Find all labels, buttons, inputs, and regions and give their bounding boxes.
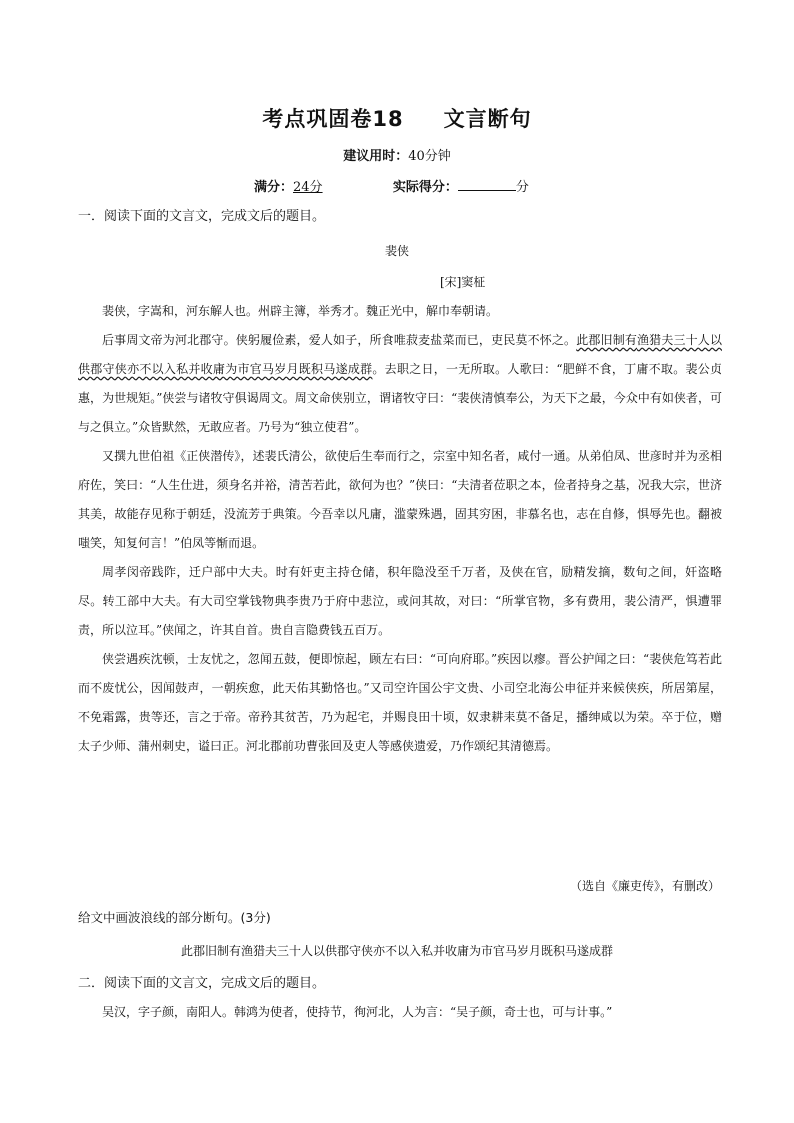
passage-2-body bbox=[78, 998, 722, 1027]
suggested-time bbox=[0, 145, 794, 164]
section-1-heading: 一．阅读下面的文言文，完成文后的题目。 bbox=[78, 209, 326, 224]
wavy-sentence: 此郡旧制有渔猎夫三十人以供郡守侠亦不以入私并收庸为市官马岁月既积马遂成群 bbox=[180, 944, 613, 958]
paragraph-1: 裴侠，字嵩和，河东解人也。州辟主簿，举秀才。魏正光中，解巾奉朝请。 bbox=[102, 304, 499, 318]
wavy-passage: 渔猎夫三十人以供郡守侠亦不以入私并收庸为市官马岁月既积马遂成群 bbox=[78, 333, 722, 376]
passage-title: 裴侠 bbox=[384, 244, 409, 258]
time-value: 40分钟 bbox=[408, 149, 451, 164]
paragraph-2-intro: 后事周文帝为河北郡守。侠躬履俭素，爱人如子，所食唯菽麦盐菜而已，吏民莫不怀之。 bbox=[102, 333, 577, 347]
full-score-value: 24分 bbox=[293, 180, 323, 195]
passage-source: （选自《廉吏传》，有删改） bbox=[569, 879, 720, 893]
paragraph-5: 侠尝遇疾沈顿，士友忧之，忽闻五鼓，便即惊起，顾左右曰：“可向府耶。”疾因以瘳。晋公护闻之曰：“裴侠危笃若此而不废忧公，因闻鼓声，一朝疾愈，此天佑其勤恪也。”又司空许国公宇文贵、小司空北海公申征并来候侠疾，所居第屋，不免霜露，贵等还，言之于帝。帝矜其贫苦，乃为起宅，并赐良田十顷，奴隶耕耒莫不备足，播绅咸以为荣。卒于位，赠太子少师、蒲州刺史，谥曰正。河北郡前功曹张回及吏人等感侠遗爱，乃作颂纪其清德焉。 bbox=[78, 652, 722, 753]
passage-author: [宋]窦柾 bbox=[440, 275, 486, 289]
paragraph-4: 周孝闵帝践阼，迁户部中大夫。时有奸吏主持仓储，积年隐没至千万者，及侠在官，励精发摘，数旬之间，奸盗略尽。转工部中大夫。有大司空掌钱物典李贵乃于府中悲泣，或问其故，对曰：“所掌官物，多有费用，裴公清严，惧遭罪责，所以泣耳。”侠闻之，许其自首。贵自言隐费钱五百万。 bbox=[78, 565, 722, 637]
full-score-label: 满分： bbox=[254, 180, 294, 195]
actual-score-unit: 分 bbox=[515, 180, 529, 195]
title-main: 考点巩固卷18 bbox=[262, 107, 404, 131]
section-2-heading: 二．阅读下面的文言文，完成文后的题目。 bbox=[78, 976, 326, 991]
passage-2-paragraph-1: 吴汉，字子颜，南阳人。韩鸿为使者，使持节，徇河北，人为言：“吴子颜，奇士也，可与计事。” bbox=[102, 1005, 613, 1019]
actual-score-blank[interactable] bbox=[458, 177, 516, 191]
actual-score-label: 实际得分： bbox=[392, 180, 458, 195]
title-topic: 文言断句 bbox=[443, 107, 532, 131]
time-label: 建议用时： bbox=[343, 149, 409, 164]
wavy-passage-head: 此郡旧制有 bbox=[576, 333, 638, 347]
paragraph-2 bbox=[78, 326, 722, 442]
page-title bbox=[0, 103, 794, 133]
score-row bbox=[254, 176, 529, 195]
paragraph-3: 又撰九世伯祖《正侠潜传》，述裴氏清公，欲使后生奉而行之，宗室中知名者，咸付一通。从弟伯凤、世彦时并为丞相府佐，笑曰：“人生仕进，须身名并裕，清苦若此，欲何为也？”侠曰：“夫清者莅职之本，俭者持身之基，况我大宗，世济其美，故能存见称于朝廷，没流芳于典策。今吾幸以凡庸，滥蒙殊遇，固其穷困，非慕名也，志在自修，惧辱先也。翻被嗤笑，知复何言！”伯凤等惭而退。 bbox=[78, 449, 722, 550]
question-1: 给文中画波浪线的部分断句。(3分) bbox=[78, 910, 271, 925]
passage-body bbox=[78, 297, 722, 761]
paragraph-2-rest: 。去职之日，一无所取。人歌曰：“肥鲜不食，丁庸不取。裴公贞惠，为世规矩。”侠尝与诸牧守俱谒周文。周文命侠别立，谓诸牧守曰：“裴侠清慎奉公，为天下之最，今众中有如侠者，可与之俱立。”众皆默然，无敢应者。乃号为“独立使君”。 bbox=[78, 362, 722, 434]
